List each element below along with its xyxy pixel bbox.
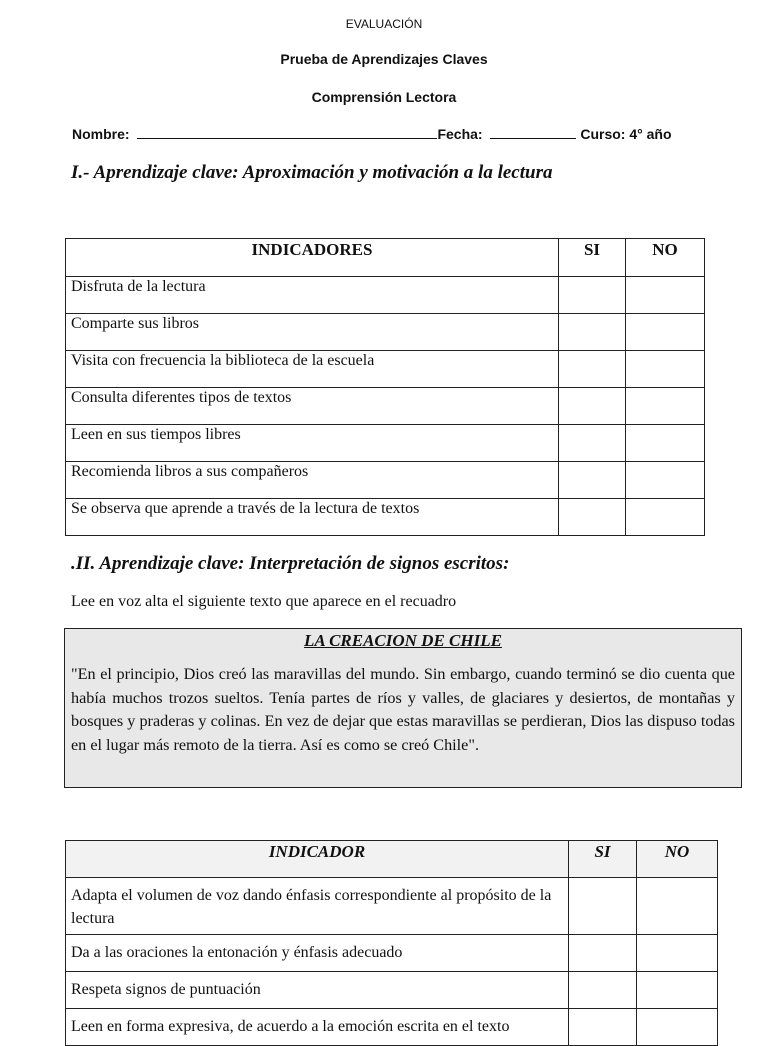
table-header-row	[66, 841, 718, 878]
reading-motivation-table	[65, 238, 705, 536]
no-checkbox-cell[interactable]	[626, 388, 705, 425]
no-checkbox-cell[interactable]	[626, 351, 705, 388]
si-checkbox-cell[interactable]	[559, 499, 626, 536]
indicators-header: INDICADORES	[66, 239, 559, 277]
name-blank[interactable]	[137, 126, 437, 139]
date-label: Fecha:	[437, 126, 483, 142]
student-info-line	[72, 126, 672, 142]
no-checkbox-cell[interactable]	[626, 462, 705, 499]
table-row	[66, 499, 705, 536]
indicator-cell: Disfruta de la lectura	[66, 277, 559, 314]
course-label: Curso: 4° año	[580, 126, 672, 142]
no-checkbox-cell[interactable]	[637, 935, 718, 972]
si-checkbox-cell[interactable]	[569, 972, 637, 1009]
name-label: Nombre:	[72, 126, 130, 142]
table-row	[66, 277, 705, 314]
indicator-cell: Leen en sus tiempos libres	[66, 425, 559, 462]
indicator-cell: Adapta el volumen de voz dando énfasis correspondiente al propósito de la lectura	[66, 878, 569, 935]
indicator-cell: Consulta diferentes tipos de textos	[66, 388, 559, 425]
reading-instruction: Lee en voz alta el siguiente texto que aparece en el recuadro	[71, 593, 457, 610]
table-row	[66, 462, 705, 499]
table-row	[66, 351, 705, 388]
no-checkbox-cell[interactable]	[637, 878, 718, 935]
reading-aloud-table	[65, 840, 718, 1046]
date-blank[interactable]	[490, 126, 576, 139]
table-row	[66, 314, 705, 351]
section-2-heading: .II. Aprendizaje clave: Interpretación de signos escritos:	[71, 553, 510, 574]
si-checkbox-cell[interactable]	[559, 462, 626, 499]
no-checkbox-cell[interactable]	[626, 425, 705, 462]
indicator-cell: Leen en forma expresiva, de acuerdo a la emoción escrita en el texto	[66, 1009, 569, 1046]
no-header: NO	[626, 239, 705, 277]
si-checkbox-cell[interactable]	[569, 935, 637, 972]
si-checkbox-cell[interactable]	[559, 351, 626, 388]
table-row	[66, 1009, 718, 1046]
section-1-heading: I.- Aprendizaje clave: Aproximación y motivación a la lectura	[71, 162, 553, 183]
story-title: LA CREACION DE CHILE	[304, 631, 502, 650]
indicator-cell: Recomienda libros a sus compañeros	[66, 462, 559, 499]
si-checkbox-cell[interactable]	[559, 314, 626, 351]
no-checkbox-cell[interactable]	[626, 277, 705, 314]
table-row	[66, 972, 718, 1009]
table-header-row	[66, 239, 705, 277]
si-checkbox-cell[interactable]	[559, 277, 626, 314]
table-row	[66, 935, 718, 972]
no-checkbox-cell[interactable]	[626, 314, 705, 351]
subject-title: Comprensión Lectora	[311, 89, 457, 105]
si-checkbox-cell[interactable]	[559, 425, 626, 462]
no-checkbox-cell[interactable]	[637, 1009, 718, 1046]
si-checkbox-cell[interactable]	[569, 1009, 637, 1046]
table-row	[66, 878, 718, 935]
indicator-cell: Visita con frecuencia la biblioteca de la escuela	[66, 351, 559, 388]
indicator-cell: Respeta signos de puntuación	[66, 972, 569, 1009]
indicator-cell: Comparte sus libros	[66, 314, 559, 351]
test-title: Prueba de Aprendizajes Claves	[280, 51, 488, 67]
si-header: SI	[569, 841, 637, 878]
no-header: NO	[637, 841, 718, 878]
indicator-header: INDICADOR	[66, 841, 569, 878]
indicator-cell: Da a las oraciones la entonación y énfasis adecuado	[66, 935, 569, 972]
evaluation-label: EVALUACIÓN	[345, 17, 423, 31]
story-box	[64, 628, 742, 788]
indicator-cell: Se observa que aprende a través de la lectura de textos	[66, 499, 559, 536]
table-row	[66, 425, 705, 462]
si-checkbox-cell[interactable]	[569, 878, 637, 935]
table-row	[66, 388, 705, 425]
no-checkbox-cell[interactable]	[626, 499, 705, 536]
si-header: SI	[559, 239, 626, 277]
si-checkbox-cell[interactable]	[559, 388, 626, 425]
story-text: "En el principio, Dios creó las maravillas del mundo. Sin embargo, cuando terminó se dio cuenta que había muchos trozos sueltos. Tenía partes de ríos y valles, de glaciares y desiertos, de montañas y bosques y praderas y colinas. En vez de dejar que estas maravillas se perdieran, Dios las dispuso todas en el lugar más remoto de la tierra. Así es como se creó Chile".	[71, 665, 735, 754]
no-checkbox-cell[interactable]	[637, 972, 718, 1009]
